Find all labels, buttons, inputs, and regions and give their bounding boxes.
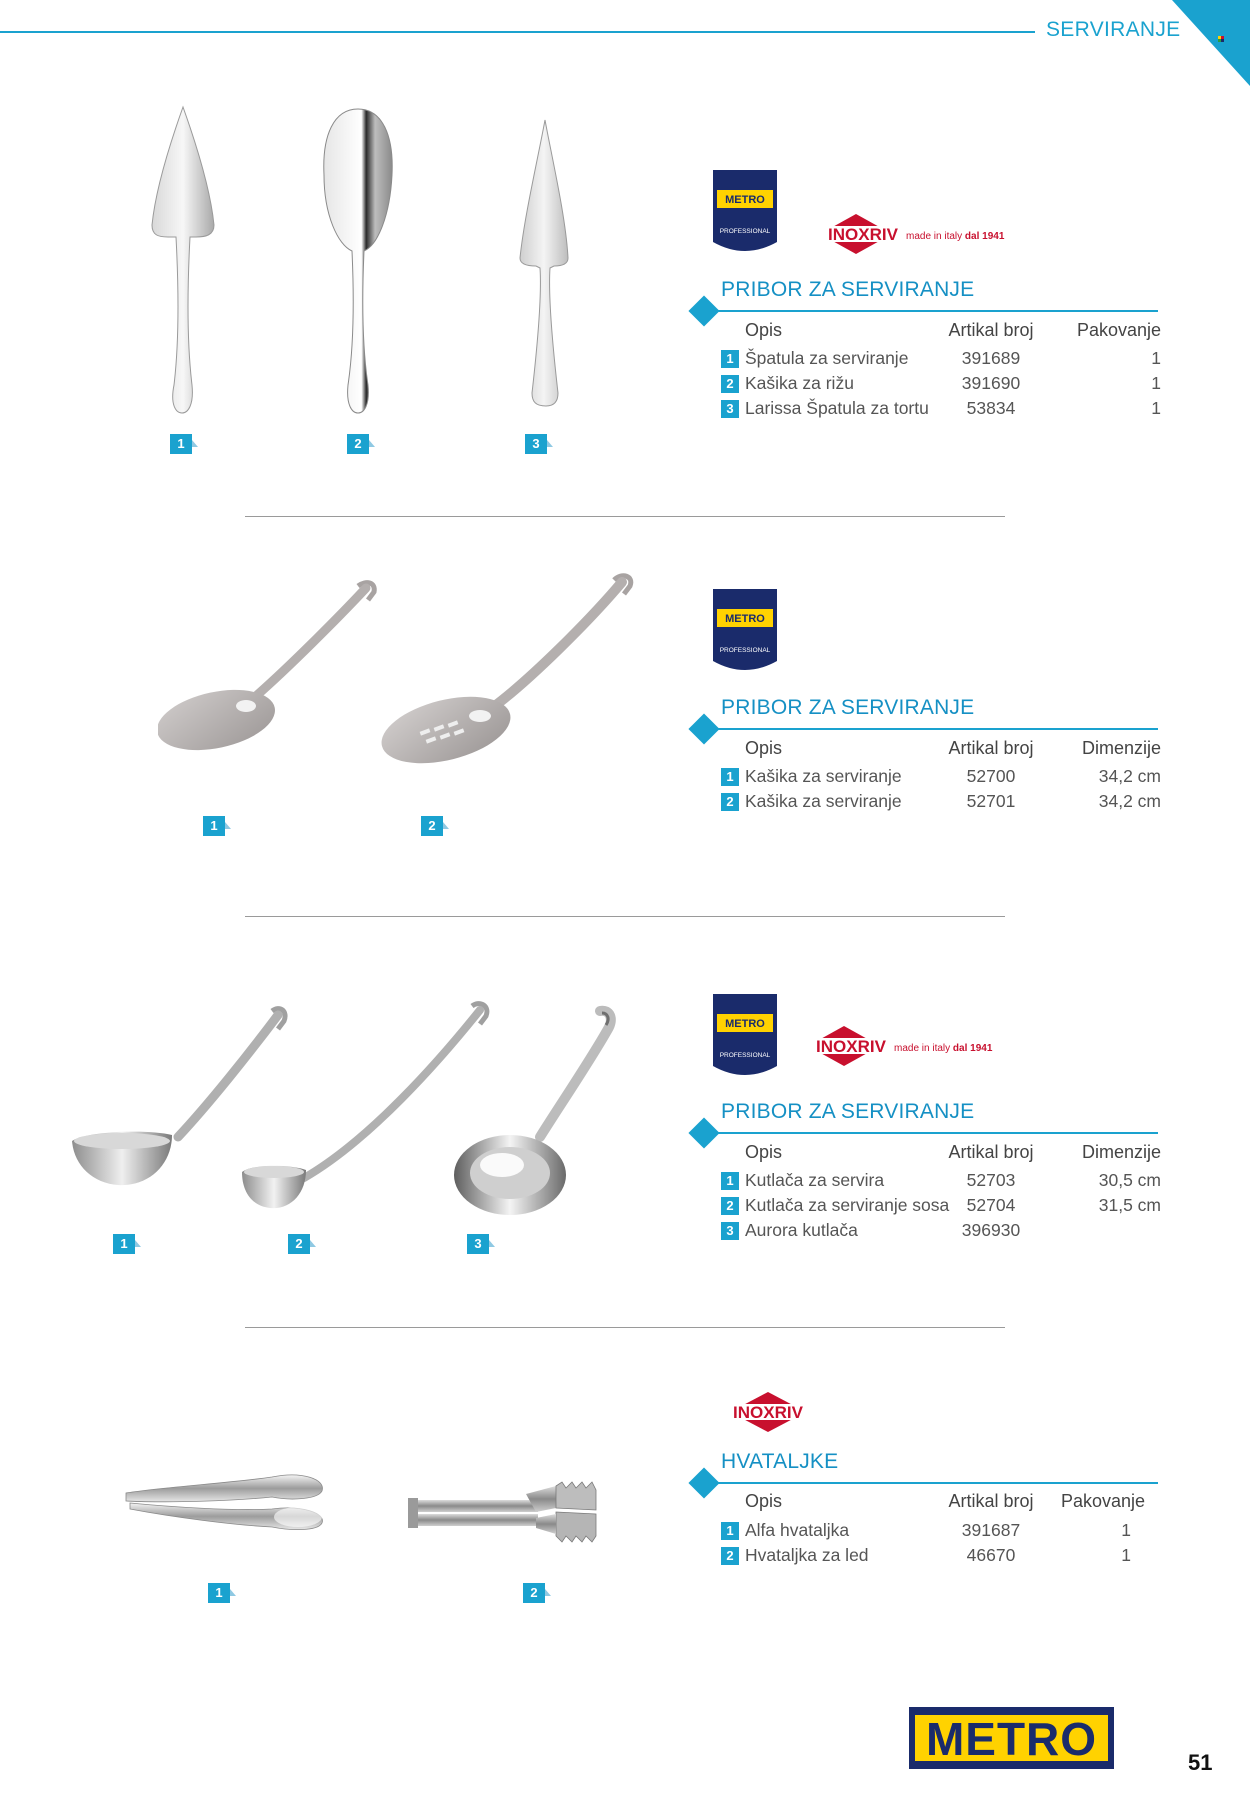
inoxriv-logo [818, 212, 1028, 256]
table-row [721, 1520, 1145, 1544]
row-description: Kašika za serviranje [745, 791, 902, 811]
row-number: 1 [721, 768, 739, 786]
section-4-title: HVATALJKE [721, 1450, 839, 1473]
inoxriv-logo-text: INOXRIV [816, 1037, 886, 1056]
row-number: 2 [721, 1197, 739, 1215]
product-tag-1: 1 [170, 434, 192, 454]
serving-spoon-image [158, 578, 380, 753]
row-packaging: 1 [1151, 373, 1161, 393]
section-3-title-rule [700, 1132, 1158, 1134]
col-artikal-broj: Artikal broj [948, 1142, 1034, 1162]
serving-spatula-image [148, 105, 218, 415]
row-number: 2 [721, 793, 739, 811]
row-article: 396930 [961, 1220, 1021, 1240]
section-2-title: PRIBOR ZA SERVIRANJE [721, 696, 975, 719]
product-tag-3: 3 [525, 434, 547, 454]
alfa-tongs-image [122, 1465, 332, 1535]
corner-ribbon [1172, 0, 1250, 91]
row-description: Larissa Špatula za tortu [745, 398, 929, 418]
section-3-table-header [721, 1142, 1161, 1166]
metro-logo [909, 1707, 1114, 1769]
row-article: 52704 [966, 1195, 1016, 1215]
metro-professional-badge [713, 994, 777, 1078]
row-description: Kutlača za servira [745, 1170, 885, 1190]
row-article: 52701 [966, 791, 1016, 811]
product-tag-3: 3 [467, 1234, 489, 1254]
row-number: 3 [721, 400, 739, 418]
col-opis: Opis [745, 738, 783, 758]
col-pakovanje: Pakovanje [1060, 1491, 1145, 1511]
row-packaging: 1 [1121, 1520, 1131, 1540]
row-article: 391690 [961, 373, 1021, 393]
product-tag-2: 2 [421, 816, 443, 836]
row-packaging: 1 [1121, 1545, 1131, 1565]
svg-text:made in italy dal 1941 [906, 231, 1005, 242]
slotted-serving-spoon-image [380, 570, 636, 765]
ice-tongs-image [406, 1478, 606, 1546]
inoxriv-since: dal 1941 [964, 231, 1005, 242]
metro-logo-text: METRO [925, 1713, 1098, 1765]
table-row [721, 1545, 1145, 1569]
page-category-title: SERVIRANJE [1046, 18, 1181, 41]
row-article: 46670 [966, 1545, 1016, 1565]
section-1-table-header [721, 320, 1161, 344]
section-divider [245, 916, 1005, 917]
row-description: Kašika za serviranje [745, 766, 902, 786]
section-4-title-rule [700, 1482, 1158, 1484]
professional-badge-text: PROFESSIONAL [719, 1052, 771, 1059]
col-artikal-broj: Artikal broj [948, 320, 1034, 340]
table-row [721, 398, 1161, 422]
table-row [721, 791, 1161, 815]
col-opis: Opis [745, 320, 783, 340]
table-row [721, 1170, 1161, 1194]
row-dimension: 31,5 cm [1098, 1195, 1161, 1215]
metro-badge-text: METRO [725, 613, 765, 625]
row-description: Špatula za serviranje [745, 348, 909, 368]
product-tag-1: 1 [208, 1583, 230, 1603]
section-divider [245, 516, 1005, 517]
table-row [721, 766, 1161, 790]
row-number: 1 [721, 1522, 739, 1540]
inoxriv-tagline: made in italy [894, 1043, 951, 1054]
row-article: 52703 [966, 1170, 1016, 1190]
col-pakovanje: Pakovanje [1076, 320, 1161, 340]
section-4-diamond [688, 1467, 719, 1498]
inoxriv-logo-text: INOXRIV [733, 1403, 803, 1422]
table-row [721, 373, 1161, 397]
svg-text:made in italy dal 1941 [894, 1043, 993, 1054]
section-2-title-rule [700, 728, 1158, 730]
table-row [721, 1195, 1161, 1219]
row-number: 2 [721, 1547, 739, 1565]
row-description: Kutlača za serviranje sosa [745, 1195, 950, 1215]
product-tag-2: 2 [288, 1234, 310, 1254]
product-tag-1: 1 [113, 1234, 135, 1254]
inoxriv-since: dal 1941 [952, 1043, 993, 1054]
section-4-table-header [721, 1491, 1145, 1515]
section-3-title: PRIBOR ZA SERVIRANJE [721, 1100, 975, 1123]
table-row [721, 1220, 1161, 1244]
inoxriv-logo [806, 1024, 1016, 1068]
row-number: 3 [721, 1222, 739, 1240]
row-article: 391687 [961, 1520, 1021, 1540]
section-3-diamond [688, 1117, 719, 1148]
cake-spatula-image [510, 118, 580, 408]
product-tag-1: 1 [203, 816, 225, 836]
metro-professional-badge [713, 589, 777, 673]
section-divider [245, 1327, 1005, 1328]
header-rule [0, 31, 1035, 33]
section-2-diamond [688, 713, 719, 744]
col-dimenzije: Dimenzije [1081, 738, 1161, 758]
row-packaging: 1 [1151, 348, 1161, 368]
section-1-title: PRIBOR ZA SERVIRANJE [721, 278, 975, 301]
metro-badge-text: METRO [725, 1018, 765, 1030]
inoxriv-logo-text: INOXRIV [828, 225, 898, 244]
col-dimenzije: Dimenzije [1081, 1142, 1161, 1162]
row-article: 53834 [966, 398, 1016, 418]
rice-spoon-image [318, 105, 398, 415]
row-description: Aurora kutlača [745, 1220, 858, 1240]
row-dimension: 34,2 cm [1098, 791, 1161, 811]
professional-badge-text: PROFESSIONAL [719, 228, 771, 235]
product-tag-2: 2 [523, 1583, 545, 1603]
metro-professional-badge [713, 170, 777, 254]
row-number: 2 [721, 375, 739, 393]
inoxriv-tagline: made in italy [906, 231, 963, 242]
page-number: 51 [1188, 1750, 1213, 1775]
section-1-diamond [688, 295, 719, 326]
inoxriv-logo [726, 1390, 810, 1434]
metro-badge-text: METRO [725, 194, 765, 206]
row-article: 391689 [961, 348, 1021, 368]
row-dimension: 30,5 cm [1098, 1170, 1161, 1190]
col-opis: Opis [745, 1142, 783, 1162]
section-2-table-header [721, 738, 1161, 762]
aurora-ladle-image [450, 1005, 620, 1220]
row-article: 52700 [966, 766, 1016, 786]
row-dimension: 34,2 cm [1098, 766, 1161, 786]
section-1-title-rule [700, 310, 1158, 312]
col-artikal-broj: Artikal broj [948, 738, 1034, 758]
row-description: Kašika za rižu [745, 373, 854, 393]
row-number: 1 [721, 1172, 739, 1190]
product-tag-2: 2 [347, 434, 369, 454]
col-opis: Opis [745, 1491, 783, 1511]
row-number: 1 [721, 350, 739, 368]
row-description: Hvataljka za led [745, 1545, 869, 1565]
table-row [721, 348, 1161, 372]
professional-badge-text: PROFESSIONAL [719, 647, 771, 654]
row-description: Alfa hvataljka [745, 1520, 850, 1540]
row-packaging: 1 [1151, 398, 1161, 418]
col-artikal-broj: Artikal broj [948, 1491, 1034, 1511]
